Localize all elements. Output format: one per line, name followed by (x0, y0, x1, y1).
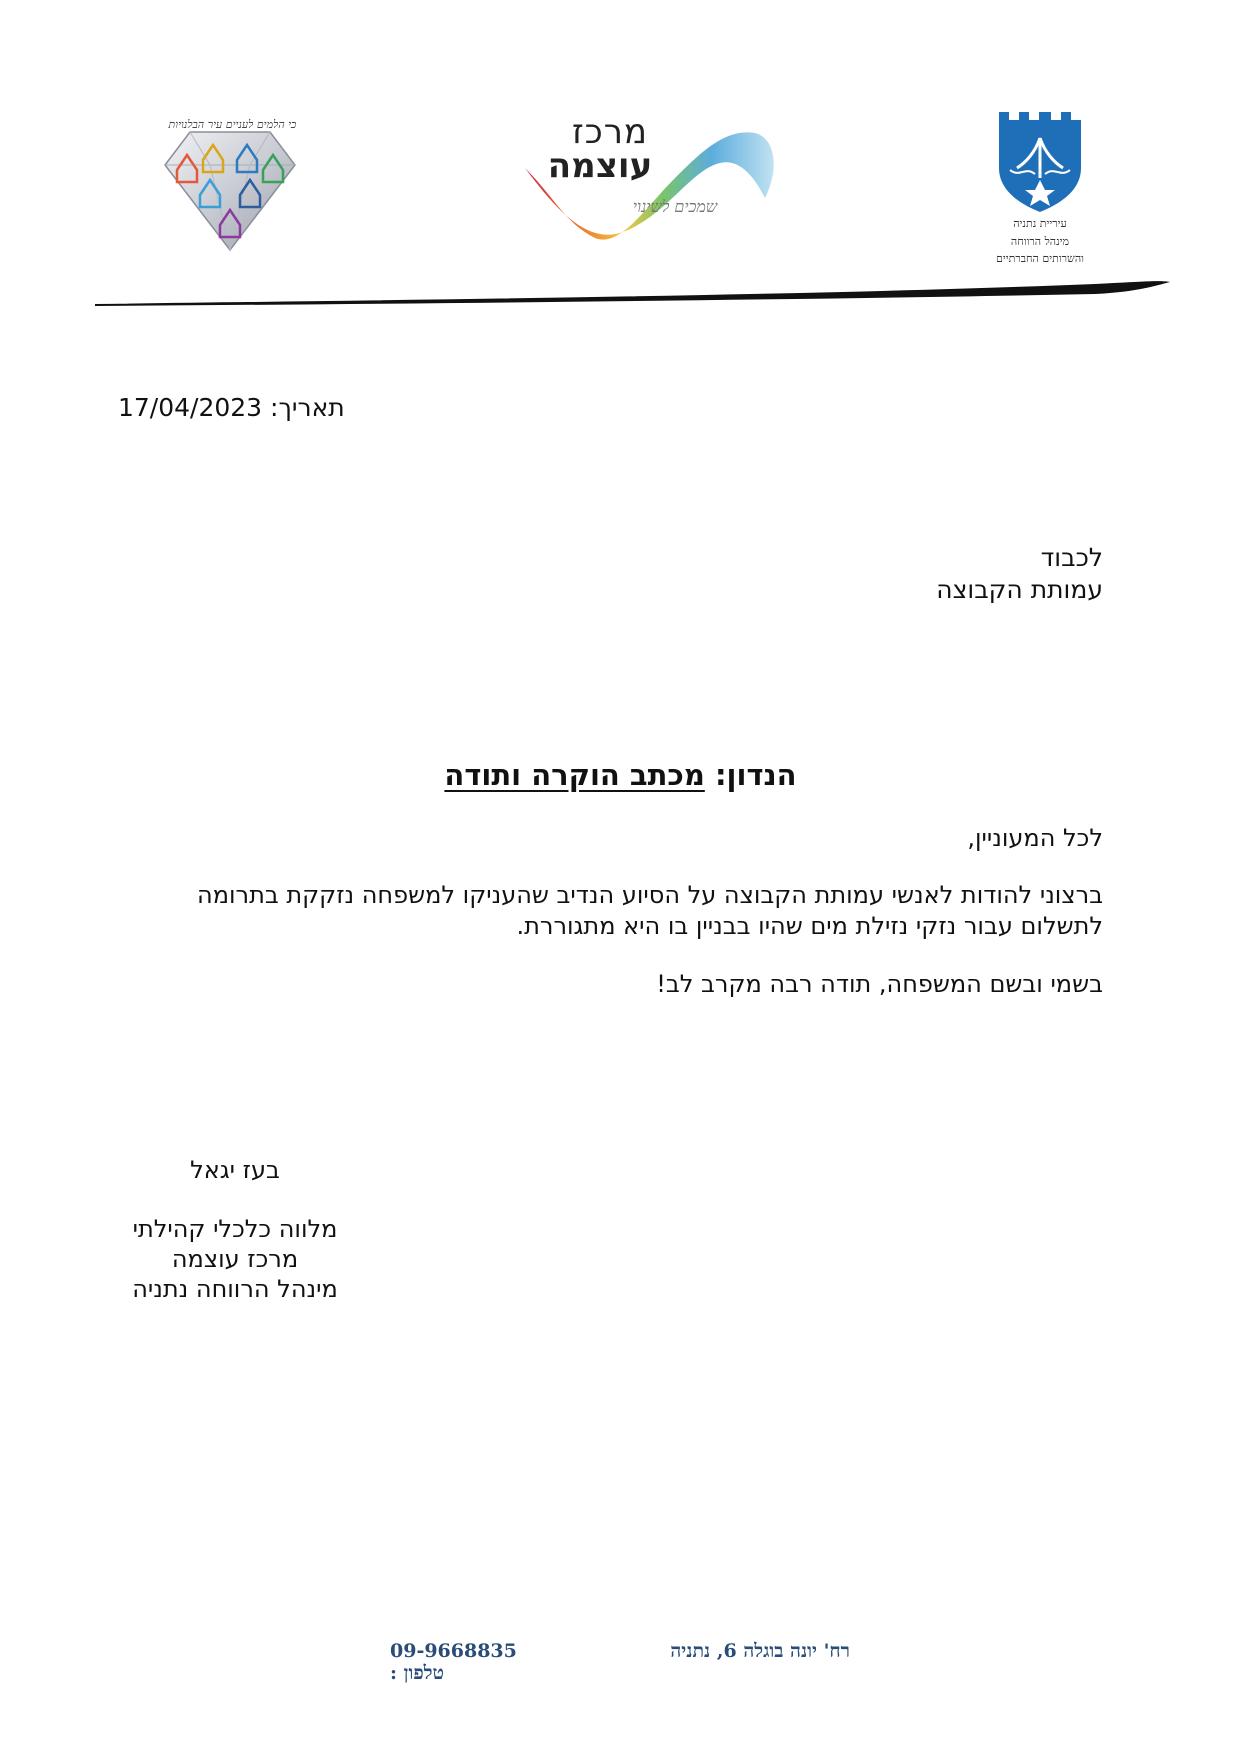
signature-name: בעז יגאל (190, 1156, 280, 1184)
subject-label: הנדון: (714, 758, 797, 792)
netanya-shield-icon (995, 108, 1085, 213)
signature-title2: מרכז עוצמה (171, 1245, 299, 1273)
diamond-houses-logo (155, 110, 305, 260)
date-label: תאריך: (270, 393, 345, 422)
recipient-block (936, 542, 1103, 606)
paragraph1-line1: ברצוני להודות לאנשי עמותת הקבוצה על הסיוע הנדיב שהעניקו למשפחה נזקקת בתרומה (197, 881, 1103, 909)
right-logo-line1: עיריית נתניה (1013, 217, 1067, 230)
recipient-line2: עמותת הקבוצה (936, 575, 1103, 604)
date-value: 17/04/2023 (118, 393, 263, 422)
greeting: לכל המעוניין, (967, 824, 1103, 852)
right-logo-line2: מינהל הרווחה (1010, 235, 1070, 248)
paragraph2: בשמי ובשם המשפחה, תודה רבה מקרב לב! (656, 970, 1103, 998)
header-divider (95, 268, 1175, 308)
center-logo-line1: מרכז (571, 112, 649, 152)
left-logo-motto: כי הלמים לעניים עיר הבלנויות (168, 118, 297, 131)
right-logo-line3: והשרותים החברתיים (996, 252, 1084, 265)
subject-value: מכתב הוקרה ותודה (444, 758, 705, 792)
footer-phone-value: 09-9668835 (390, 1640, 517, 1662)
footer-address: רח' יונה בוגלה 6, נתניה (670, 1640, 850, 1662)
footer-phone-label: טלפון : (390, 1662, 445, 1684)
signature-title1: מלווה כלכלי קהילתי (132, 1215, 338, 1243)
recipient-line1: לכבוד (1040, 543, 1103, 572)
center-logo-line2: עוצמה (547, 146, 653, 186)
date-line (118, 393, 345, 422)
footer-phone (390, 1640, 570, 1685)
signature-title3: מינהל הרווחה נתניה (132, 1275, 338, 1303)
subject-line (0, 758, 1241, 792)
center-logo-tagline: שמכים לשינוי (632, 197, 718, 216)
paragraph1-line2: לתשלום עבור נזקי נזילת מים שהיו בבניין בו היא מתגוררת. (516, 912, 1103, 940)
